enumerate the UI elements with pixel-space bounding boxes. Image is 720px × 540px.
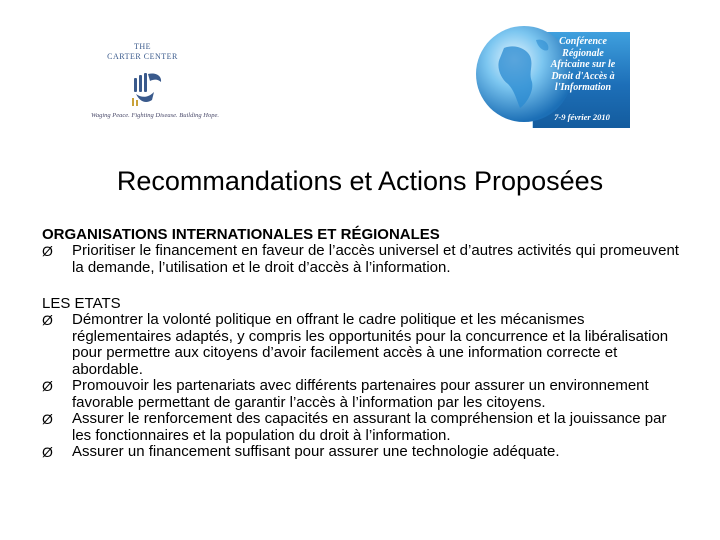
list-item	[42, 411, 682, 444]
conference-title-line: Africaine sur le	[550, 59, 616, 70]
conference-title-line: Conférence Régionale	[559, 36, 607, 59]
arrow-bullet-icon: Ø	[42, 444, 53, 460]
conference-title-line: Droit d'Accès à	[551, 70, 615, 82]
slide-title: Recommandations et Actions Proposées	[116, 166, 604, 196]
conference-badge	[474, 18, 630, 128]
bullet-list-organisations	[42, 243, 682, 276]
section-heading-etats: LES ETATS	[42, 295, 121, 312]
slide-body	[42, 226, 682, 461]
list-item	[42, 312, 682, 378]
eagle-emblem-icon	[126, 68, 166, 108]
carter-center-name	[55, 42, 230, 62]
list-item	[42, 378, 682, 411]
carter-name-line1: THE	[133, 42, 152, 51]
bullet-list-etats	[42, 312, 682, 461]
list-item-text: Prioritiser le financement en faveur de l’accès universel et d’autres activités qui promeuvent la demande, l’utilisation et le droit d’accès à l’information.	[72, 242, 679, 276]
list-item-text: Promouvoir les partenariats avec différents partenaires pour assurer un environnement favorable permettant de garantir l’accès à l’information par les citoyens.	[72, 377, 649, 411]
list-item	[42, 444, 682, 461]
section-heading-organisations: ORGANISATIONS INTERNATIONALES ET RÉGIONALES	[42, 226, 440, 243]
arrow-bullet-icon: Ø	[42, 312, 53, 328]
list-item-text: Assurer un financement suffisant pour assurer une technologie adéquate.	[72, 443, 560, 460]
conference-dates: 7-9 février 2010	[554, 112, 610, 122]
arrow-bullet-icon: Ø	[42, 378, 53, 394]
carter-name-line2: CARTER CENTER	[107, 52, 178, 61]
list-item-text: Assurer le renforcement des capacités en assurant la compréhension et la jouissance par les fonctionnaires et la population du droit à l’information.	[72, 410, 667, 444]
list-item-text: Démontrer la volonté politique en offrant le cadre politique et les mécanismes réglementaires adaptés, y compris les opportunités pour la concurrence et la libéralisation pour permettre aux citoyens d’avoir facilement accès à une information correcte et abordable.	[72, 311, 669, 378]
carter-tagline: Waging Peace. Fighting Disease. Building Hope.	[91, 112, 219, 119]
arrow-bullet-icon: Ø	[42, 411, 53, 427]
list-item	[42, 243, 682, 276]
carter-center-logo	[80, 42, 230, 137]
conference-title	[538, 36, 628, 94]
arrow-bullet-icon: Ø	[42, 243, 53, 259]
conference-title-line: l'Information	[554, 82, 612, 93]
